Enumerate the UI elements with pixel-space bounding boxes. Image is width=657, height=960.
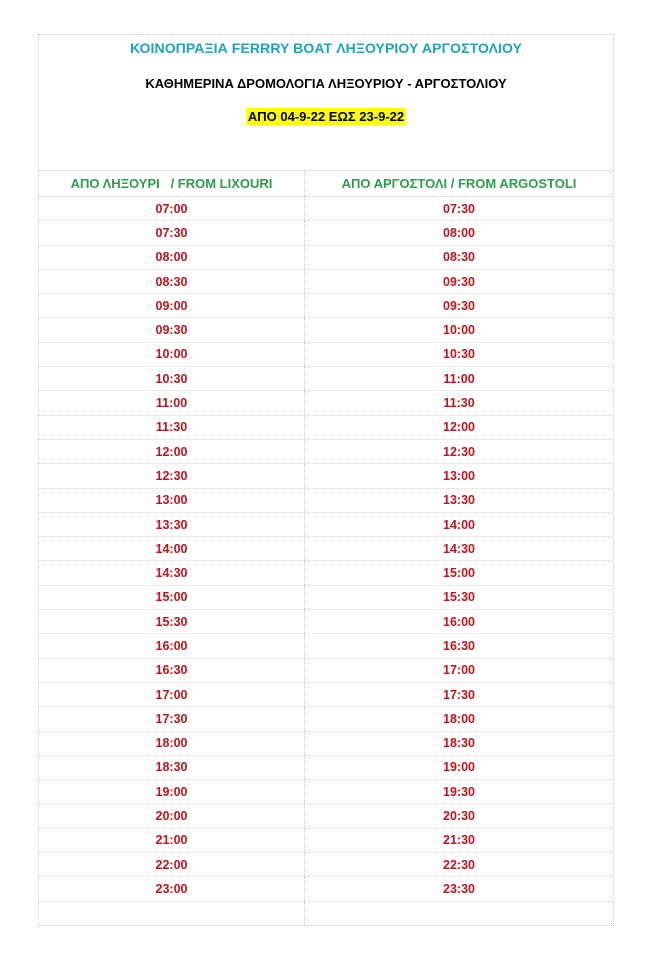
departure-time-argostoli: 15:30 xyxy=(443,590,475,605)
departure-time-lixouri: 16:30 xyxy=(39,659,305,682)
departure-time-argostoli xyxy=(305,902,613,926)
table-row xyxy=(39,391,613,415)
departure-time-argostoli: 11:30 xyxy=(443,396,475,411)
departure-time-lixouri: 14:00 xyxy=(39,537,305,560)
table-row xyxy=(39,416,613,440)
departure-time-lixouri: 17:00 xyxy=(39,683,305,706)
timetable-sheet xyxy=(38,34,614,926)
schedule-title: ΚΑΘΗΜΕΡΙΝΑ ΔΡΟΜΟΛΟΓΙΑ ΛΗΞΟΥΡΙΟΥ - ΑΡΓΟΣΤΟΛΙΟΥ xyxy=(145,76,507,91)
departure-time-argostoli: 19:30 xyxy=(443,784,475,799)
departure-time-lixouri: 17:30 xyxy=(39,707,305,730)
table-row xyxy=(39,246,613,270)
departure-time-argostoli: 14:30 xyxy=(443,541,475,556)
departure-time-argostoli: 19:00 xyxy=(443,760,475,775)
departure-time-argostoli: 08:00 xyxy=(443,225,475,240)
table-row xyxy=(39,902,613,926)
departure-time-lixouri: 15:00 xyxy=(39,586,305,609)
table-row xyxy=(39,659,613,683)
table-row xyxy=(39,440,613,464)
company-name: ΚΟΙΝΟΠΡΑΞΙΑ FERRRY BOAT ΛΗΞΟΥΡΙΟΥ ΑΡΓΟΣΤΟΛΙΟΥ xyxy=(129,40,523,56)
departure-time-lixouri: 11:30 xyxy=(39,416,305,439)
departure-time-lixouri: 14:30 xyxy=(39,561,305,584)
departure-time-lixouri: 13:30 xyxy=(39,513,305,536)
table-row xyxy=(39,707,613,731)
table-row xyxy=(39,610,613,634)
departure-time-lixouri: 09:30 xyxy=(39,318,305,341)
departure-time-lixouri: 07:30 xyxy=(39,221,305,244)
departure-time-argostoli: 12:30 xyxy=(443,444,475,459)
departure-time-argostoli: 21:30 xyxy=(443,833,475,848)
table-row xyxy=(39,804,613,828)
departure-time-argostoli: 17:30 xyxy=(443,687,475,702)
departure-time-lixouri: 08:00 xyxy=(39,246,305,269)
table-row xyxy=(39,513,613,537)
departure-time-lixouri: 18:30 xyxy=(39,756,305,779)
departure-time-argostoli: 16:00 xyxy=(443,614,475,629)
table-row xyxy=(39,537,613,561)
departure-time-lixouri: 23:00 xyxy=(39,877,305,900)
period-wrapper xyxy=(39,108,613,126)
departure-time-lixouri: 10:00 xyxy=(39,343,305,366)
departure-time-argostoli: 16:30 xyxy=(443,638,475,653)
table-row xyxy=(39,780,613,804)
departure-time-argostoli: 10:30 xyxy=(443,347,475,362)
departure-time-argostoli: 18:00 xyxy=(443,711,475,726)
departure-time-argostoli: 13:30 xyxy=(443,493,475,508)
column-header-from-argostoli: ΑΠΟ ΑΡΓΟΣΤΟΛΙ / FROM ARGOSTOLI xyxy=(341,176,577,191)
table-row xyxy=(39,756,613,780)
table-row xyxy=(39,683,613,707)
departure-time-lixouri: 19:00 xyxy=(39,780,305,803)
validity-period: ΑΠΟ 04-9-22 ΕΩΣ 23-9-22 xyxy=(247,109,405,124)
departure-time-lixouri: 22:00 xyxy=(39,853,305,876)
column-headers xyxy=(39,171,613,197)
timetable-header xyxy=(39,35,613,171)
table-row xyxy=(39,343,613,367)
departure-time-lixouri: 18:00 xyxy=(39,732,305,755)
departure-time-lixouri: 13:00 xyxy=(39,489,305,512)
departure-time-argostoli: 09:30 xyxy=(443,298,475,313)
table-row xyxy=(39,586,613,610)
table-row xyxy=(39,829,613,853)
departure-time-lixouri: 12:00 xyxy=(39,440,305,463)
departure-time-argostoli: 18:30 xyxy=(443,736,475,751)
departure-time-argostoli: 23:30 xyxy=(443,881,475,896)
departure-time-argostoli: 15:00 xyxy=(443,566,475,581)
table-row xyxy=(39,367,613,391)
table-row xyxy=(39,197,613,221)
table-row xyxy=(39,318,613,342)
departure-time-argostoli: 08:30 xyxy=(443,250,475,265)
departure-time-argostoli: 11:00 xyxy=(443,371,475,386)
departure-time-argostoli: 17:00 xyxy=(443,663,475,678)
table-row xyxy=(39,270,613,294)
departure-rows xyxy=(39,197,613,926)
departure-time-lixouri: 08:30 xyxy=(39,270,305,293)
table-row xyxy=(39,489,613,513)
departure-time-lixouri: 15:30 xyxy=(39,610,305,633)
departure-time-lixouri: 16:00 xyxy=(39,634,305,657)
departure-time-argostoli: 07:30 xyxy=(443,201,475,216)
table-row xyxy=(39,561,613,585)
departure-time-argostoli: 12:00 xyxy=(443,420,475,435)
departure-time-argostoli: 22:30 xyxy=(443,857,475,872)
table-row xyxy=(39,732,613,756)
departure-time-lixouri: 11:00 xyxy=(39,391,305,414)
table-row xyxy=(39,877,613,901)
table-row xyxy=(39,221,613,245)
departure-time-lixouri: 10:30 xyxy=(39,367,305,390)
departure-time-argostoli: 20:30 xyxy=(443,809,475,824)
departure-time-lixouri: 20:00 xyxy=(39,804,305,827)
departure-time-lixouri: 07:00 xyxy=(39,197,305,220)
departure-time-argostoli: 09:30 xyxy=(443,274,475,289)
table-row xyxy=(39,853,613,877)
departure-time-lixouri: 12:30 xyxy=(39,464,305,487)
departure-time-argostoli: 14:00 xyxy=(443,517,475,532)
column-header-from-lixouri: ΑΠΟ ΛΗΞΟΥΡΙ / FROM LIXOURI xyxy=(39,171,305,196)
table-row xyxy=(39,464,613,488)
departure-time-argostoli: 13:00 xyxy=(443,468,475,483)
departure-time-lixouri: 21:00 xyxy=(39,829,305,852)
table-row xyxy=(39,634,613,658)
departure-time-lixouri: 09:00 xyxy=(39,294,305,317)
departure-time-lixouri xyxy=(39,902,305,926)
table-row xyxy=(39,294,613,318)
departure-time-argostoli: 10:00 xyxy=(443,323,475,338)
